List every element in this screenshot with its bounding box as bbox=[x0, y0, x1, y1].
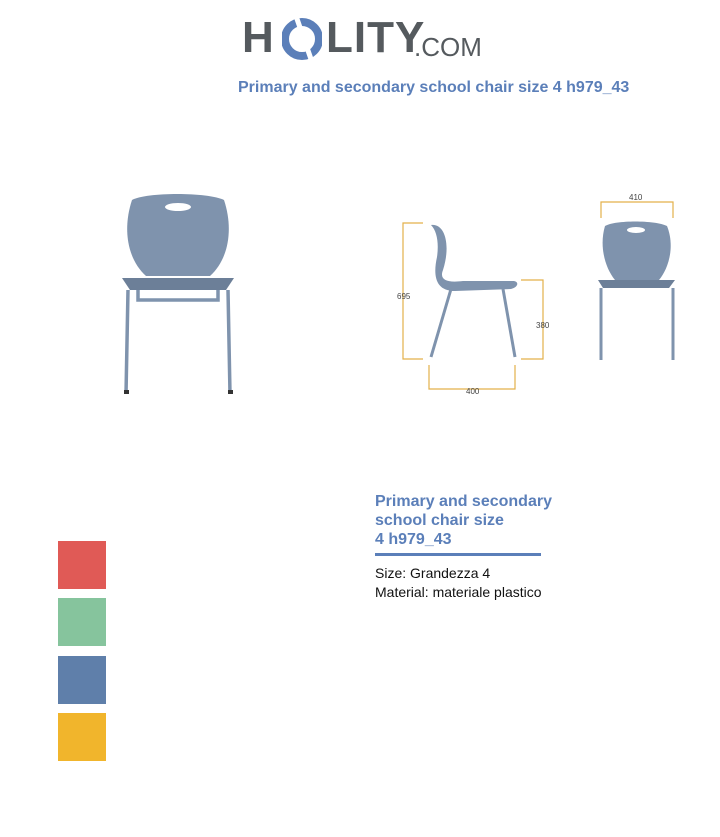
dimension-seat-height: 380 bbox=[536, 321, 550, 330]
logo-o-ring-icon bbox=[282, 10, 322, 66]
chair-side-dimension-image[interactable] bbox=[393, 185, 553, 400]
product-title-line-2: school chair size bbox=[375, 512, 504, 529]
logo-letters: LITY bbox=[326, 13, 426, 62]
logo-letter-h: H bbox=[242, 13, 275, 62]
brand-logo[interactable] bbox=[242, 10, 482, 66]
color-swatch-blue[interactable] bbox=[58, 656, 106, 704]
color-swatch-yellow[interactable] bbox=[58, 713, 106, 761]
title-divider bbox=[375, 553, 541, 556]
color-swatch-red[interactable] bbox=[58, 541, 106, 589]
logo-domain: .COM bbox=[414, 32, 482, 62]
dimension-width: 410 bbox=[629, 193, 643, 202]
product-title-line-3: 4 h979_43 bbox=[375, 531, 452, 548]
dimension-depth: 400 bbox=[466, 387, 480, 396]
product-material: Material: materiale plastico bbox=[375, 584, 542, 600]
product-title bbox=[375, 492, 575, 549]
page-title: Primary and secondary school chair size 4 h979_43 bbox=[238, 79, 630, 96]
chair-front-dimension-image[interactable] bbox=[595, 188, 685, 368]
product-size: Size: Grandezza 4 bbox=[375, 565, 491, 581]
product-title-line-1: Primary and secondary bbox=[375, 493, 552, 510]
color-swatch-green[interactable] bbox=[58, 598, 106, 646]
chair-front-image[interactable] bbox=[118, 190, 238, 400]
dimension-height-total: 695 bbox=[397, 292, 411, 301]
